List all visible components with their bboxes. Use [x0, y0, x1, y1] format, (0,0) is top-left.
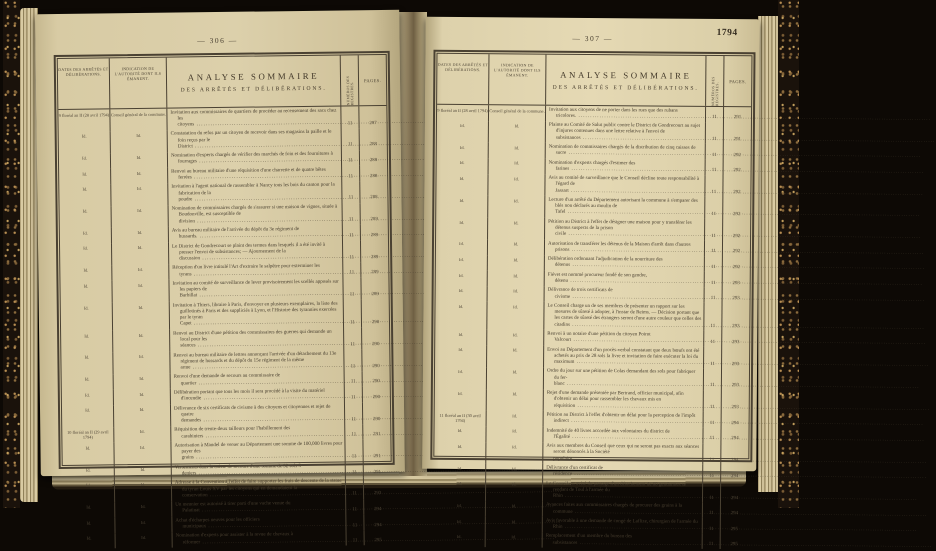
cell-page-number: 294: [374, 506, 382, 513]
cell-analysis: Le Conseil est avisé du passage d'un détachement de 60 gendarmes se rendant de Toul à l'armée du Rhin .....: [543, 480, 703, 503]
cell-date: Id.: [434, 463, 486, 479]
header-analysis-subtitle: DES ARRÊTÉS ET DÉLIBÉRATIONS.: [552, 84, 699, 92]
cell-register-number: 11: [343, 203, 361, 225]
cell-date: Id.: [62, 405, 114, 427]
table-header-left: [58, 55, 387, 110]
cell-analysis: Invitation à l'agent national de rassembler à Nancy tous les bois du canton pour la fabrication de la poudre .....: [168, 181, 342, 205]
cell-authority: Id.: [114, 373, 171, 389]
cell-register-number: 11: [346, 477, 364, 499]
cell-date: Id.: [436, 239, 488, 255]
cell-page-number: 292: [733, 190, 741, 196]
cell-analysis: Renvoi à un notaire d'une pétition du citoyen Poirot Valcourt .....: [544, 330, 704, 347]
cell-register-number: 11: [703, 481, 721, 503]
cell-date: Id.: [64, 533, 116, 549]
cell-authority: Id.: [489, 143, 546, 159]
cell-register-number: 11: [704, 390, 722, 412]
cell-date: 9 floréal an II (28 avril 1794): [437, 105, 489, 121]
cell-authority: Id.: [113, 302, 170, 331]
cell-page-number: 295: [730, 542, 738, 548]
cell-authority: Id.: [487, 330, 544, 346]
cell-register-number: 11: [345, 402, 363, 424]
cell-date: Id.: [59, 184, 111, 206]
header-analysis-title: ANALYSE SOMMAIRE: [560, 69, 692, 81]
cell-authority: Id.: [112, 264, 169, 280]
cell-analysis: Invitation aux citoyens de ne porter dans les rues que des rubans tricolores. .....: [546, 106, 706, 123]
cell-date: Id.: [436, 217, 488, 239]
cell-date: Id.: [435, 388, 487, 410]
cell-analysis: Fiévet est nommé procureur fondé de son gendre, détenu .....: [545, 271, 705, 288]
page-number-right: — 307 —: [572, 33, 613, 44]
cell-page-number: 290: [372, 394, 381, 400]
table-row: [436, 195, 750, 219]
header-analysis-subtitle: DES ARRÊTÉS ET DÉLIBÉRATIONS.: [180, 85, 327, 93]
cell-register-number: 11: [342, 165, 360, 181]
cell-page-number: 292: [732, 233, 741, 239]
cell-authority: Id.: [111, 168, 168, 184]
cell-date: Id.: [436, 195, 488, 217]
cell-analysis: Délibération ordonnant l'adjudication de la nourriture des détenus .....: [545, 255, 705, 272]
cell-date: Id.: [59, 169, 111, 185]
cell-date: Id.: [60, 265, 112, 281]
cell-date: Id.: [434, 441, 486, 463]
cell-register-number: 11: [703, 534, 721, 550]
cell-analysis: Avis au bureau militaire de l'arrivée du dépôt du 3e régiment de hussards. .....: [169, 225, 343, 243]
cell-register-number: 11: [346, 461, 364, 477]
cell-analysis: Délivrance d'un certificat de résidence .....: [543, 464, 703, 481]
cell-analysis: Nomination d'experts chargés d'estimer des farines .....: [546, 159, 706, 176]
cell-authority: Id.: [489, 158, 546, 174]
cell-page-number: 293: [732, 324, 740, 330]
cell-register-number: 11: [706, 160, 724, 176]
cell-date: Id.: [61, 302, 113, 331]
cell-page-number: 294: [730, 473, 739, 479]
header-pages: PAGES.: [729, 78, 747, 84]
cell-page-number: 289: [370, 232, 379, 238]
cell-authority: Conseil général de la commune.: [110, 109, 167, 131]
cell-analysis: Adresse à la Convention à l'effet de faire supporter les frais de descente de la statue du tyran Louis XV par les citoyens qui en demandaient la conservation .....: [172, 477, 346, 501]
cell-register-number: 11: [344, 349, 362, 371]
table-row: [61, 299, 389, 331]
cell-page-number: 294: [730, 511, 739, 517]
cell-authority: Id.: [115, 501, 172, 517]
cell-register-number: 11: [343, 262, 361, 278]
cell-date: Id.: [63, 480, 115, 502]
cell-analysis: Autorisation à Mandel de verser au Département une somme de 100,000 livres pour payer des grains .....: [171, 440, 345, 464]
cell-analysis: Avis favorable à une demande de congé de Laflize, chirurgien de l'armée du Rhin .....: [543, 517, 703, 534]
year-label: 1794: [716, 27, 738, 39]
cell-date: Id.: [437, 158, 489, 174]
cell-page-number: 290: [371, 320, 380, 326]
cell-analysis: Le Conseil charge un de ses membres de présenter un rapport sur les mesures de sûreté à adopter, à l'instar de Reims. — Décision portant que les cartes de sûreté des étrangers seront d'une autre couleur que celles des citadins .....: [544, 302, 704, 331]
book-cover-left-edge: [3, 0, 20, 508]
cell-page-number: 291: [373, 432, 381, 438]
cell-date: Id.: [62, 374, 114, 390]
cell-page-number: 293: [732, 339, 740, 345]
cell-date: 9 floréal an II (28 avril 1794): [58, 109, 110, 131]
cell-register-number: 11: [342, 128, 360, 150]
cell-authority: Id.: [487, 302, 544, 330]
cell-authority: Id.: [115, 464, 172, 480]
cell-page-number: 290: [372, 379, 380, 385]
cell-page-number: 289: [370, 254, 379, 260]
cell-authority: Id.: [486, 516, 543, 532]
cell-register-number: 11: [706, 107, 724, 123]
cell-authority: Id.: [112, 227, 169, 243]
cell-analysis: Remplacement d'un membre du bureau des subsistances .....: [543, 533, 703, 550]
cell-register-number: 11: [343, 240, 361, 262]
header-analysis: [167, 56, 342, 108]
cell-page-number: 291: [373, 453, 381, 460]
table-row: [435, 345, 749, 369]
cell-register-number: 11: [705, 272, 723, 288]
table-row: [434, 532, 748, 550]
cell-authority: Id.: [486, 426, 543, 442]
cell-register-number: 11: [704, 331, 722, 347]
cell-authority: Id.: [115, 479, 172, 501]
cell-date: Id.: [60, 281, 112, 303]
cell-register-number: 11: [703, 428, 721, 444]
cell-register-number: 11: [341, 106, 359, 128]
cell-analysis: Nomination de commissaires chargés de la distribution de cinq caisses de sucre .....: [546, 143, 706, 160]
cell-page-number: 290: [372, 341, 380, 347]
cell-date: Id.: [59, 131, 111, 153]
cell-analysis: Délivrance de trois certificats de civisme .....: [545, 286, 705, 303]
cell-register-number: 11: [343, 278, 361, 300]
right-page: [422, 17, 760, 548]
cell-authority: Id.: [488, 174, 545, 196]
cell-page-number: 293: [731, 383, 740, 389]
cell-analysis: Nomination d'experts pour assister à la revue de chevaux à réformer .....: [173, 530, 347, 548]
cell-date: Id.: [434, 516, 486, 532]
header-dates: DATES DES ARRÊTÉS ET DÉLIBÉRATIONS.: [58, 58, 111, 109]
table-body-right: [434, 105, 751, 550]
cell-page-number: 293: [731, 361, 740, 367]
cell-register-number: 11: [345, 440, 363, 462]
cell-register-number: 11: [705, 175, 723, 197]
cell-analysis: Délivrance de six certificats de civisme à des citoyens et citoyennes et rejet de quatre demandes .....: [171, 402, 345, 426]
cell-date: Id.: [436, 286, 488, 302]
cell-page-number: 294: [374, 522, 382, 528]
cell-page-number: 293: [732, 296, 740, 302]
cell-register-number: 11: [345, 424, 363, 440]
cell-analysis: Versements dans la caisse de secours d'une somme de 32 sols 3 deniers .....: [172, 462, 346, 480]
cell-authority: Id.: [114, 442, 171, 464]
cell-authority: Id.: [488, 255, 545, 271]
cell-analysis: Avis aux membres du Conseil que ceux qui ne seront pas exacts aux séances seront dénoncés à la Société populaire .....: [543, 442, 703, 465]
cell-page-number: 287: [369, 120, 377, 126]
cell-analysis: Invitation au comité de surveillance de lever provisoirement les scellés apposés sur les papiers de Barbillat .....: [169, 278, 343, 302]
cell-page-number: 290: [372, 363, 380, 369]
header-registers: NUMÉROS DES REGISTRES.: [706, 56, 724, 106]
cell-date: Id.: [436, 173, 488, 195]
header-analysis-title: ANALYSE SOMMAIRE: [187, 70, 320, 82]
cell-page-number: 295: [374, 538, 382, 544]
cell-authority: Id.: [115, 517, 172, 533]
cell-register-number: 11: [706, 144, 724, 160]
cell-date: Id.: [437, 120, 489, 142]
cell-page-number: 290: [372, 416, 381, 422]
cell-authority: Id.: [112, 243, 169, 265]
cell-register-number: 11: [346, 499, 364, 515]
cell-register-number: 11: [345, 371, 363, 387]
cell-register-number: 11: [704, 412, 722, 428]
cell-authority: Id.: [116, 532, 173, 548]
cell-analysis: Un meunier est autorisé à tirer parti d'une vache venue du Palatinat .....: [172, 499, 346, 517]
cell-analysis: Renvoi au bureau militaire d'une réquisition d'une charrette et de quatre bêtes ferrées .....: [168, 166, 342, 184]
cell-page-number: 291: [373, 469, 382, 475]
cell-analysis: Pétition au District à l'effet d'obtenir un délai pour la perception de l'impôt indirect .....: [544, 411, 704, 428]
cell-authority: Id.: [112, 280, 169, 302]
cell-register-number: 11: [705, 219, 723, 241]
cell-register-number: 11: [703, 465, 721, 481]
cell-date: Id.: [435, 301, 487, 329]
cell-authority: Id.: [114, 426, 171, 442]
cell-authority: Id.: [487, 411, 544, 427]
table-row: [434, 441, 748, 465]
cell-register-number: 11: [703, 503, 721, 519]
cell-page-number: 292: [732, 265, 741, 271]
cell-authority: Id.: [113, 352, 170, 374]
cell-page-number: 291: [733, 115, 742, 121]
cell-analysis: Autorisation de transférer les détenus de la Maison d'arrêt dans d'autres prisons .....: [545, 240, 705, 257]
cell-register-number: 11: [705, 197, 723, 219]
cell-register-number: 11: [706, 122, 724, 144]
cell-date: Id.: [63, 464, 115, 480]
cell-authority: Id.: [111, 130, 168, 152]
cell-date: Id.: [434, 479, 486, 501]
cell-date: Id.: [62, 443, 114, 465]
cell-date: Id.: [434, 532, 486, 548]
cell-page-number: 294: [731, 436, 739, 442]
cell-page-number: 295: [730, 526, 738, 532]
cell-authority: Id.: [486, 501, 543, 517]
cell-authority: Id.: [487, 389, 544, 411]
cell-date: Id.: [61, 352, 113, 374]
cell-date: Id.: [63, 517, 115, 533]
cell-analysis: Avis au comité de surveillance que le Conseil décline toute responsabilité à l'égard de Jassart .....: [545, 174, 705, 197]
cell-page-number: 292: [733, 152, 741, 158]
table-row: [64, 530, 392, 550]
cell-analysis: Rejet d'une demande présentée par Bertrand, officier municipal, afin d'obtenir un délai pour rassembler les chevaux mis en réquisition .....: [544, 389, 704, 412]
page-number-left: — 306 —: [197, 35, 238, 46]
cell-register-number: 11: [705, 256, 723, 272]
cell-analysis: Lecture d'un arrêté du Département autorisant la commune à s'emparer des blés non déclarés au moulin de Tafel .....: [545, 196, 705, 219]
table-row: [435, 388, 749, 412]
cell-register-number: 11: [704, 347, 722, 369]
cell-date: Id.: [436, 254, 488, 270]
cell-authority: Id.: [487, 367, 544, 389]
cell-analysis: Délibération portant que tous les mois il sera procédé à la visite du matériel d'incendie .....: [171, 387, 345, 405]
cell-page-number: 294: [731, 458, 739, 464]
cell-date: 10 floréal an II (29 avril 1794): [62, 427, 114, 443]
cell-page-number: 293: [732, 280, 740, 286]
cell-authority: Id.: [114, 389, 171, 405]
cell-authority: Id.: [488, 217, 545, 239]
table-row: [436, 217, 750, 241]
cell-register-number: 11: [342, 150, 360, 166]
table-row: [437, 120, 751, 144]
cell-register-number: 11: [342, 181, 360, 203]
cell-analysis: Renvoi au District d'une pétition des commissaires des guerres qui demande un local pour les séances .....: [170, 328, 344, 352]
cell-analysis: Ordre du jour sur une pétition de Colas demandant des sols pour fabriquer du fer-blanc .....: [544, 367, 704, 390]
cell-analysis: Nomination d'experts chargés de vérifier des marchés de foin et des fournitures à fourrages .....: [168, 150, 342, 168]
cell-analysis: Indemnité de 40 livres accordée aux volontaires du district de l'Égalité .....: [543, 427, 703, 444]
header-registers: NUMÉROS DES REGISTRES.: [341, 55, 360, 105]
cell-analysis: Plainte au Comité de Salut public contre le District de Gondrecourt au sujet d'injures contenues dans une lettre relative à l'envoi de subsistances .....: [546, 121, 706, 144]
cell-authority: Id.: [112, 205, 169, 227]
cell-analysis: Réception d'un livre intitulé l'Art d'extraire le salpêtre pour exterminer les tyrans .....: [169, 262, 343, 280]
cell-date: Id.: [436, 270, 488, 286]
cell-page-number: 288: [369, 142, 378, 148]
header-pages: PAGES.: [363, 77, 382, 83]
cell-authority: Id.: [486, 479, 543, 501]
cell-date: Id.: [435, 367, 487, 389]
header-dates: DATES DES ARRÊTÉS ET DÉLIBÉRATIONS.: [437, 54, 489, 104]
cell-authority: Id.: [487, 345, 544, 367]
cell-analysis: Renvoi d'une demande de secours au commissaire de quartier .....: [171, 371, 345, 389]
cell-date: Id.: [434, 500, 486, 516]
table-row: [435, 367, 749, 391]
header-authority: INDICATION DE L'AUTORITÉ DONT ILS ÉMANENT.: [110, 58, 168, 109]
cell-analysis: Invitation à Thiers, libraire à Paris, d'envoyer en plusieurs exemplaires, la liste des guillotinés à Paris et des suppliciés à Lyon, et l'Histoire des tyrannies exercées par le tyran Capet .....: [170, 300, 344, 330]
cell-register-number: 11: [705, 241, 723, 257]
cell-date: Id.: [60, 206, 112, 228]
table-body-left: [58, 106, 391, 549]
cell-register-number: 11: [703, 518, 721, 534]
cell-date: Id.: [434, 426, 486, 442]
cell-authority: Id.: [114, 405, 171, 427]
cell-page-number: 288: [370, 195, 378, 201]
table-row: [436, 173, 750, 197]
cell-analysis: Invitation aux commissaires de quartiers de procéder au recensement des sacs chez les citoyens .....: [167, 107, 341, 131]
cell-page-number: 294: [731, 420, 739, 426]
cell-analysis: Renvoi au bureau militaire de lettres annonçant l'arrivée d'un détachement du 13e régiment de hussards et du dépôt du 15e régiment de la même arme .....: [170, 349, 344, 373]
cell-date: Id.: [61, 330, 113, 352]
cell-date: Id.: [60, 243, 112, 265]
cell-authority: Id.: [113, 330, 170, 352]
cell-date: Id.: [62, 390, 114, 406]
cell-page-number: 292: [732, 249, 741, 255]
cell-register-number: 11: [345, 387, 363, 403]
cell-analysis: Avances faites aux commissaires chargés de procurer des grains à la commune .....: [543, 501, 703, 518]
cell-register-number: 11: [346, 514, 364, 530]
cell-register-number: 11: [343, 225, 361, 241]
cell-date: 11 floréal an II (30 avril 1794): [435, 410, 487, 426]
cell-page-number: 292: [733, 168, 741, 174]
cell-register-number: 11: [703, 443, 721, 465]
cell-analysis: Envoi au Département d'un procès-verbal constatant que deux bœufs ont été achetés au prix de 28 sols la livre et invitation de faire exécuter la loi du maximum .....: [544, 346, 704, 369]
left-page: [35, 10, 405, 545]
cell-register-number: 11: [347, 530, 365, 546]
cell-page-number: 288: [369, 173, 378, 179]
cell-analysis: Achat d'écharpes neuves pour les officiers municipaux .....: [172, 515, 346, 533]
cell-analysis: Constatation du refus par un citoyen de recevoir dans ses magasins la paille et le foin reçus par le District .....: [168, 128, 342, 152]
cell-register-number: 11: [704, 303, 722, 331]
header-authority: INDICATION DE L'AUTORITÉ DONT ILS ÉMANENT.: [489, 54, 546, 104]
summary-table-left: [57, 54, 392, 545]
cell-authority: Id.: [486, 463, 543, 479]
cell-authority: Id.: [111, 183, 168, 205]
cell-page-number: 292: [733, 212, 741, 218]
cell-page-number: 293: [731, 405, 739, 411]
cell-authority: Id.: [488, 196, 545, 218]
cell-analysis: Réquisition de trente-deux tailleurs pour l'habillement des carabiniers .....: [171, 424, 345, 442]
cell-page-number: 293: [373, 491, 382, 497]
cell-analysis: Nomination de commissaires chargés de s'assurer si une maison de vignes, située à Boudonville, est susceptible de division .....: [169, 203, 343, 227]
summary-table-right: [433, 53, 752, 548]
table-row: [435, 301, 749, 331]
cell-date: Id.: [60, 228, 112, 244]
cell-analysis: Le District de Gondrecourt se plaint des termes dans lesquels il a été invité à presser l'envoi de subsistances; — Ajournement de la discussion .....: [169, 240, 343, 264]
cell-register-number: 11: [705, 288, 723, 304]
cell-authority: Id.: [111, 152, 168, 168]
cell-date: Id.: [59, 153, 111, 169]
cell-register-number: 11: [344, 327, 362, 349]
cell-date: Id.: [435, 329, 487, 345]
cell-page-number: 288: [369, 158, 378, 164]
table-row: [434, 479, 748, 503]
cell-authority: Id.: [489, 121, 546, 143]
cell-register-number: 11: [344, 299, 362, 327]
cell-page-number: 289: [371, 270, 379, 276]
header-analysis: [546, 55, 706, 106]
cell-authority: Id.: [488, 286, 545, 302]
cell-authority: Id.: [486, 532, 543, 548]
cell-authority: Id.: [488, 270, 545, 286]
cell-authority: Id.: [486, 442, 543, 464]
cell-page-number: 289: [370, 217, 378, 223]
cell-date: Id.: [437, 142, 489, 158]
cell-page-number: 291: [733, 137, 742, 143]
cell-authority: Conseil général de la commune.: [489, 105, 546, 121]
cell-analysis: Pétition au District à l'effet de désigner une maison pour y transférer les détenus suspects de la prison civile .....: [545, 218, 705, 241]
cell-date: Id.: [63, 502, 115, 518]
table-header-right: [437, 54, 751, 107]
cell-date: Id.: [435, 345, 487, 367]
cell-page-number: 289: [371, 292, 379, 298]
cell-page-number: 294: [730, 495, 739, 501]
cell-authority: Id.: [488, 239, 545, 255]
cell-register-number: 11: [704, 369, 722, 391]
